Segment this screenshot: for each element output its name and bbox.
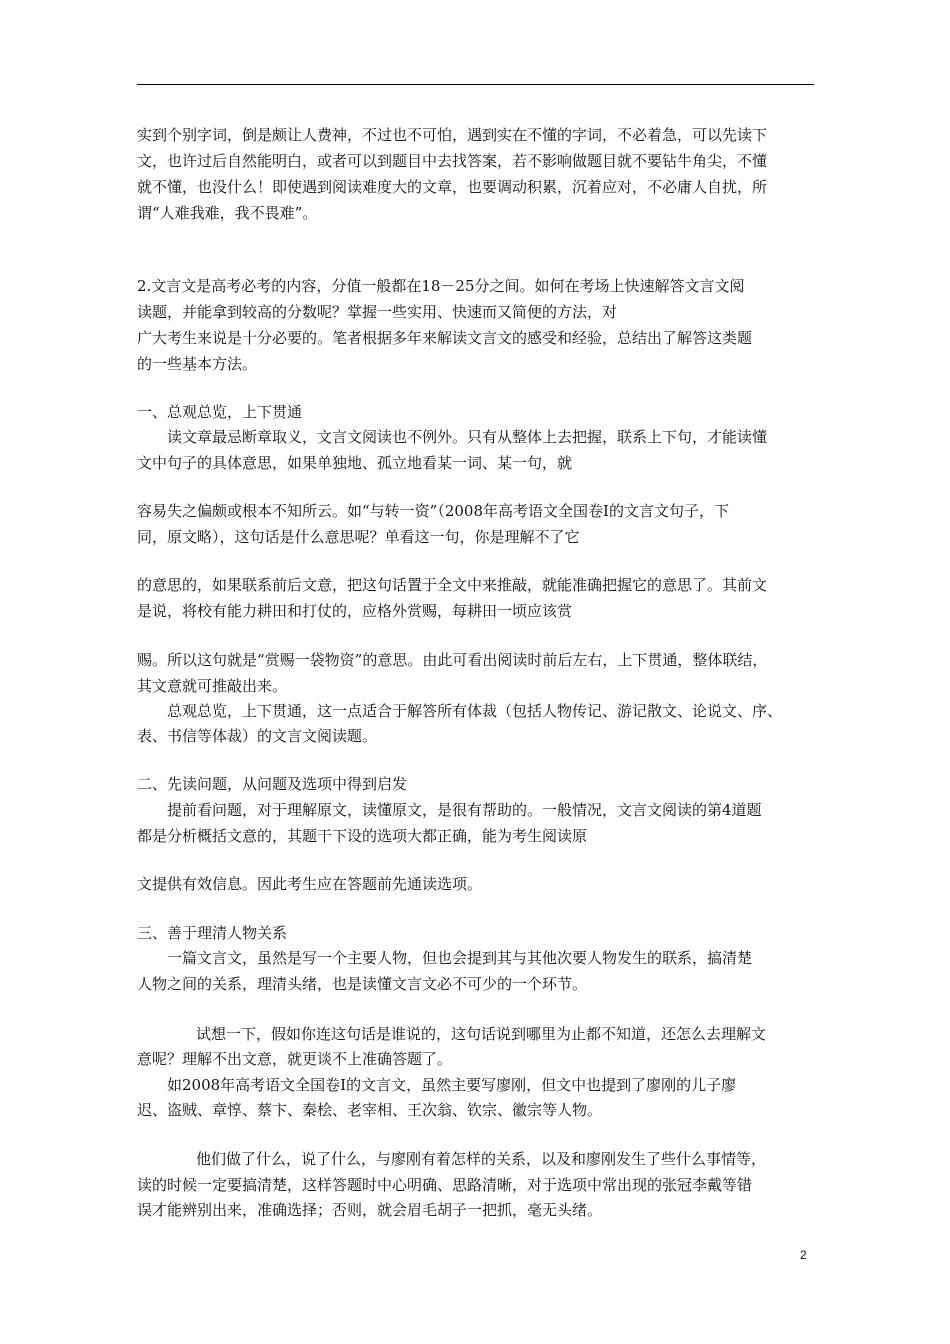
paragraph-line: 他们做了什么，说了什么，与廖刚有着怎样的关系，以及和廖刚发生了些什么事情等， [196,1150,767,1168]
paragraph-line: 2.文言文是高考必考的内容，分值一般都在18－25分之间。如何在考场上快速解答文言文阅 [137,277,745,295]
section-heading: 三、善于理清人物关系 [137,924,288,942]
paragraph-line: 总观总览，上下贯通，这一点适合于解答所有体裁（包括人物传记、游记散文、论说文、序、 [167,702,783,720]
paragraph-line: 文中句子的具体意思，如果单独地、孤立地看某一词、某一句，就 [137,454,573,472]
paragraph-line: 广大考生来说是十分必要的。笔者根据多年来解读文言文的感受和经验，总结出了解答这类题 [137,329,753,347]
paragraph-line: 的意思的，如果联系前后文意，把这句话置于全文中来推敲，就能准确把握它的意思了。其前文 [137,576,768,594]
paragraph-line: 读文章最忌断章取义，文言文阅读也不例外。只有从整体上去把握，联系上下句，才能读懂 [167,428,768,446]
paragraph-line: 一篇文言文，虽然是写一个主要人物，但也会提到其与其他次要人物发生的联系，搞清楚 [167,949,753,967]
paragraph-line: 读的时候一定要搞清楚，这样答题时中心明确、思路清晰，对于选项中常出现的张冠李戴等错 [137,1176,753,1194]
paragraph-line: 就不懂，也没什么！即使遇到阅读难度大的文章，也要调动积累，沉着应对，不必庸人自扰，所 [137,178,768,196]
paragraph-line: 是说，将校有能力耕田和打仗的，应格外赏赐，每耕田一顷应该赏 [137,602,573,620]
paragraph-line: 文，也许过后自然能明白，或者可以到题目中去找答案，若不影响做题目就不要钻牛角尖，不懂 [137,152,768,170]
paragraph-line: 迟、盗贼、章惇、蔡卞、秦桧、老宰相、王次翁、钦宗、徽宗等人物。 [137,1101,603,1119]
section-heading: 二、先读问题，从问题及选项中得到启发 [137,775,408,793]
paragraph-line: 的一些基本方法。 [137,355,258,373]
paragraph-line: 赐。所以这句就是“赏赐一袋物资”的意思。由此可看出阅读时前后左右，上下贯通，整体联结， [137,651,768,669]
paragraph-line: 表、书信等体裁）的文言文阅读题。 [137,727,378,745]
paragraph-line: 试想一下，假如你连这句话是谁说的，这句话说到哪里为止都不知道，还怎么去理解文 [196,1025,767,1043]
section-heading: 一、总观总览，上下贯通 [137,403,303,421]
paragraph-line: 文提供有效信息。因此考生应在答题前先通读选项。 [137,875,483,893]
paragraph-line: 其文意就可推敲出来。 [137,677,288,695]
paragraph-line: 提前看问题，对于理解原文，读懂原文，是很有帮助的。一般情况，文言文阅读的第4道题 [167,801,762,819]
paragraph-line: 人物之间的关系，理清头绪，也是读懂文言文必不可少的一个环节。 [137,975,588,993]
paragraph-line: 如2008年高考语文全国卷Ⅰ的文言文，虽然主要写廖刚，但文中也提到了廖刚的儿子廖 [167,1076,737,1094]
paragraph-line: 容易失之偏颇或根本不知所云。如“与转一资”（2008年高考语文全国卷Ⅰ的文言文句子，下 [137,502,729,520]
paragraph-line: 都是分析概括文意的，其题干下设的选项大都正确，能为考生阅读原 [137,827,588,845]
page-number: 2 [800,1248,807,1262]
paragraph-line: 谓“人难我难，我不畏难”。 [137,204,318,222]
paragraph-line: 读题，并能拿到较高的分数呢？掌握一些实用、快速而又简便的方法，对 [137,303,618,321]
paragraph-line: 误才能辨别出来，准确选择；否则，就会眉毛胡子一把抓，毫无头绪。 [137,1201,603,1219]
paragraph-line: 同，原文略），这句话是什么意思呢？单看这一句，你是理解不了它 [137,528,580,546]
paragraph-line: 实到个别字词，倒是颇让人费神，不过也不可怕，遇到实在不懂的字词，不必着急，可以先读下 [137,126,768,144]
header-rule [137,84,814,85]
paragraph-line: 意呢？理解不出文意，就更谈不上准确答题了。 [137,1050,453,1068]
